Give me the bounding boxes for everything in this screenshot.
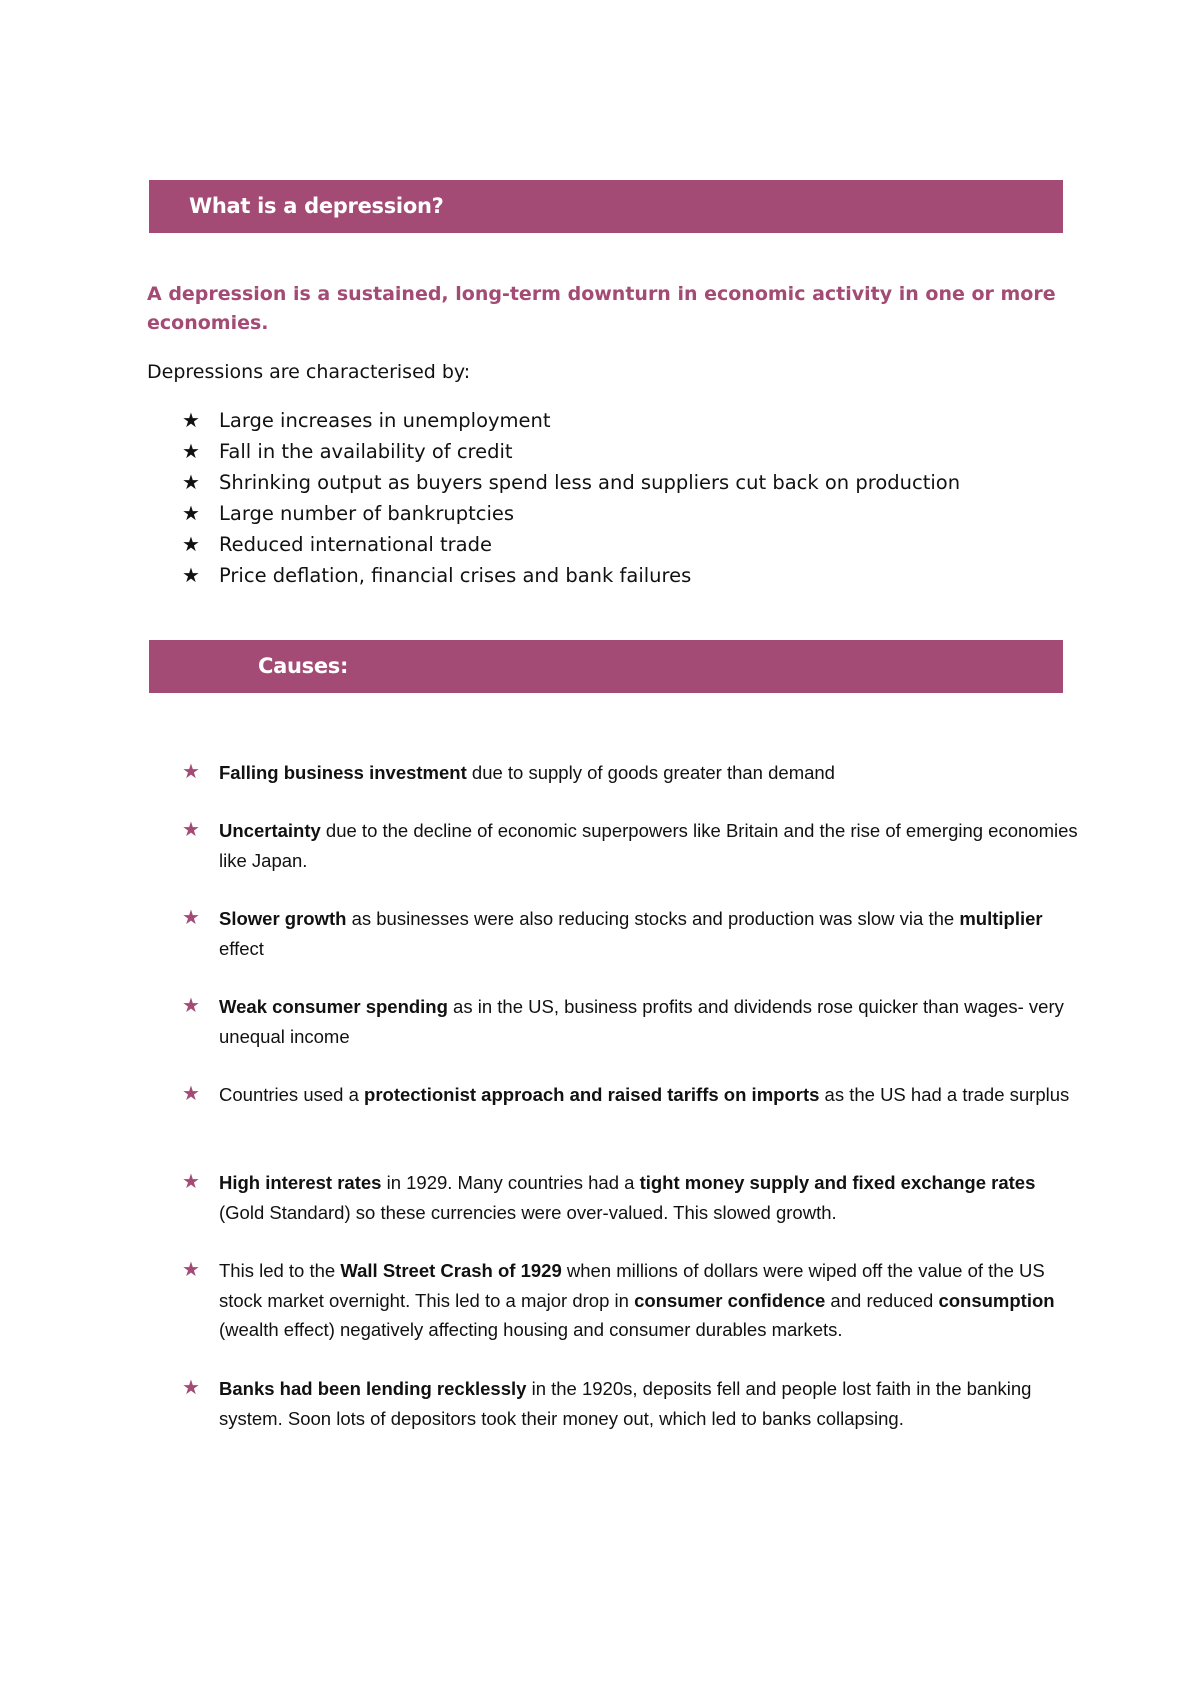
cause-keyword: Uncertainty <box>219 820 321 841</box>
cause-detail: due to supply of goods greater than demand <box>466 762 835 783</box>
cause-detail: effect <box>219 937 264 959</box>
cause-keyword: protectionist approach and raised tariffs on imports <box>364 1084 820 1105</box>
star-icon: ★ <box>182 761 200 783</box>
cause-keyword: Banks had been lending recklessly <box>219 1378 527 1399</box>
cause-keyword: consumer confidence <box>634 1289 826 1311</box>
definition-text: A depression is a sustained, long-term downturn in economic activity in one or more economies. <box>147 283 1056 334</box>
cause-text <box>182 1168 1082 1227</box>
cause-item <box>182 904 1082 963</box>
cause-keyword: Falling business investment <box>219 762 467 783</box>
cause-text <box>182 904 1082 963</box>
cause-detail: Countries used a <box>219 1084 365 1105</box>
star-icon: ★ <box>182 470 200 494</box>
list-item-text: Price deflation, financial crises and bank failures <box>219 564 692 587</box>
cause-item <box>182 1256 1082 1345</box>
cause-keyword: consumption <box>938 1289 1055 1311</box>
star-icon: ★ <box>182 408 200 432</box>
cause-detail: in 1929. Many countries had a <box>381 1172 640 1193</box>
star-icon: ★ <box>182 819 200 841</box>
cause-item <box>182 992 1082 1051</box>
cause-item <box>182 816 1082 875</box>
cause-text <box>182 1080 1082 1110</box>
cause-detail: in the 1920s, deposits fell and people lost faith in the banking system. Soon lots of depositors took their money out, which led to banks collapsing. <box>219 1378 1032 1429</box>
star-icon: ★ <box>182 1083 200 1105</box>
cause-keyword: Wall Street Crash of 1929 <box>340 1260 562 1281</box>
cause-text <box>182 1374 1082 1433</box>
cause-detail: when millions of dollars were wiped off the value of the US stock market overnight. This led to a major drop in <box>219 1260 1045 1311</box>
star-icon: ★ <box>182 995 200 1017</box>
cause-item <box>182 1374 1082 1433</box>
cause-detail: (Gold Standard) so these currencies were over-valued. This slowed growth. <box>219 1201 837 1223</box>
cause-item <box>182 758 1082 788</box>
list-item-text: Fall in the availability of credit <box>219 440 513 463</box>
star-icon: ★ <box>182 439 200 463</box>
characteristics-intro: Depressions are characterised by: <box>147 361 471 383</box>
cause-detail: This led to the <box>219 1260 341 1281</box>
star-icon: ★ <box>182 563 200 587</box>
star-icon: ★ <box>182 1377 200 1399</box>
star-icon: ★ <box>182 1259 200 1281</box>
cause-detail: due to the decline of economic superpowers like Britain and the rise of emerging economies like Japan. <box>219 820 1078 871</box>
cause-keyword: High interest rates <box>219 1172 382 1193</box>
cause-text <box>182 758 1082 788</box>
star-icon: ★ <box>182 501 200 525</box>
star-icon: ★ <box>182 907 200 929</box>
cause-detail: as in the US, business profits and dividends rose quicker than wages- very unequal income <box>219 996 1064 1047</box>
list-item-text: Reduced international trade <box>219 533 493 556</box>
cause-detail: as businesses were also reducing stocks and production was slow via the <box>346 908 960 929</box>
list-item-text: Large number of bankruptcies <box>219 502 515 525</box>
cause-keyword: tight money supply and fixed exchange rates <box>639 1172 1036 1193</box>
list-item-text: Shrinking output as buyers spend less and suppliers cut back on production <box>219 471 961 494</box>
cause-item <box>182 1080 1082 1110</box>
cause-keyword: Slower growth <box>219 908 347 929</box>
star-icon: ★ <box>182 532 200 556</box>
cause-text <box>182 1256 1082 1345</box>
star-icon: ★ <box>182 1171 200 1193</box>
cause-text <box>182 992 1082 1051</box>
cause-detail: as the US had a trade surplus <box>819 1084 1070 1105</box>
cause-keyword: Weak consumer spending <box>219 996 448 1017</box>
section-title: What is a depression? <box>189 194 444 218</box>
list-item-text: Large increases in unemployment <box>219 409 551 432</box>
cause-detail: and reduced <box>825 1289 939 1311</box>
cause-keyword: multiplier <box>959 908 1043 929</box>
section-title: Causes: <box>258 654 349 678</box>
cause-detail: (wealth effect) negatively affecting housing and consumer durables markets. <box>219 1319 843 1340</box>
cause-item <box>182 1168 1082 1227</box>
cause-text <box>182 816 1082 875</box>
